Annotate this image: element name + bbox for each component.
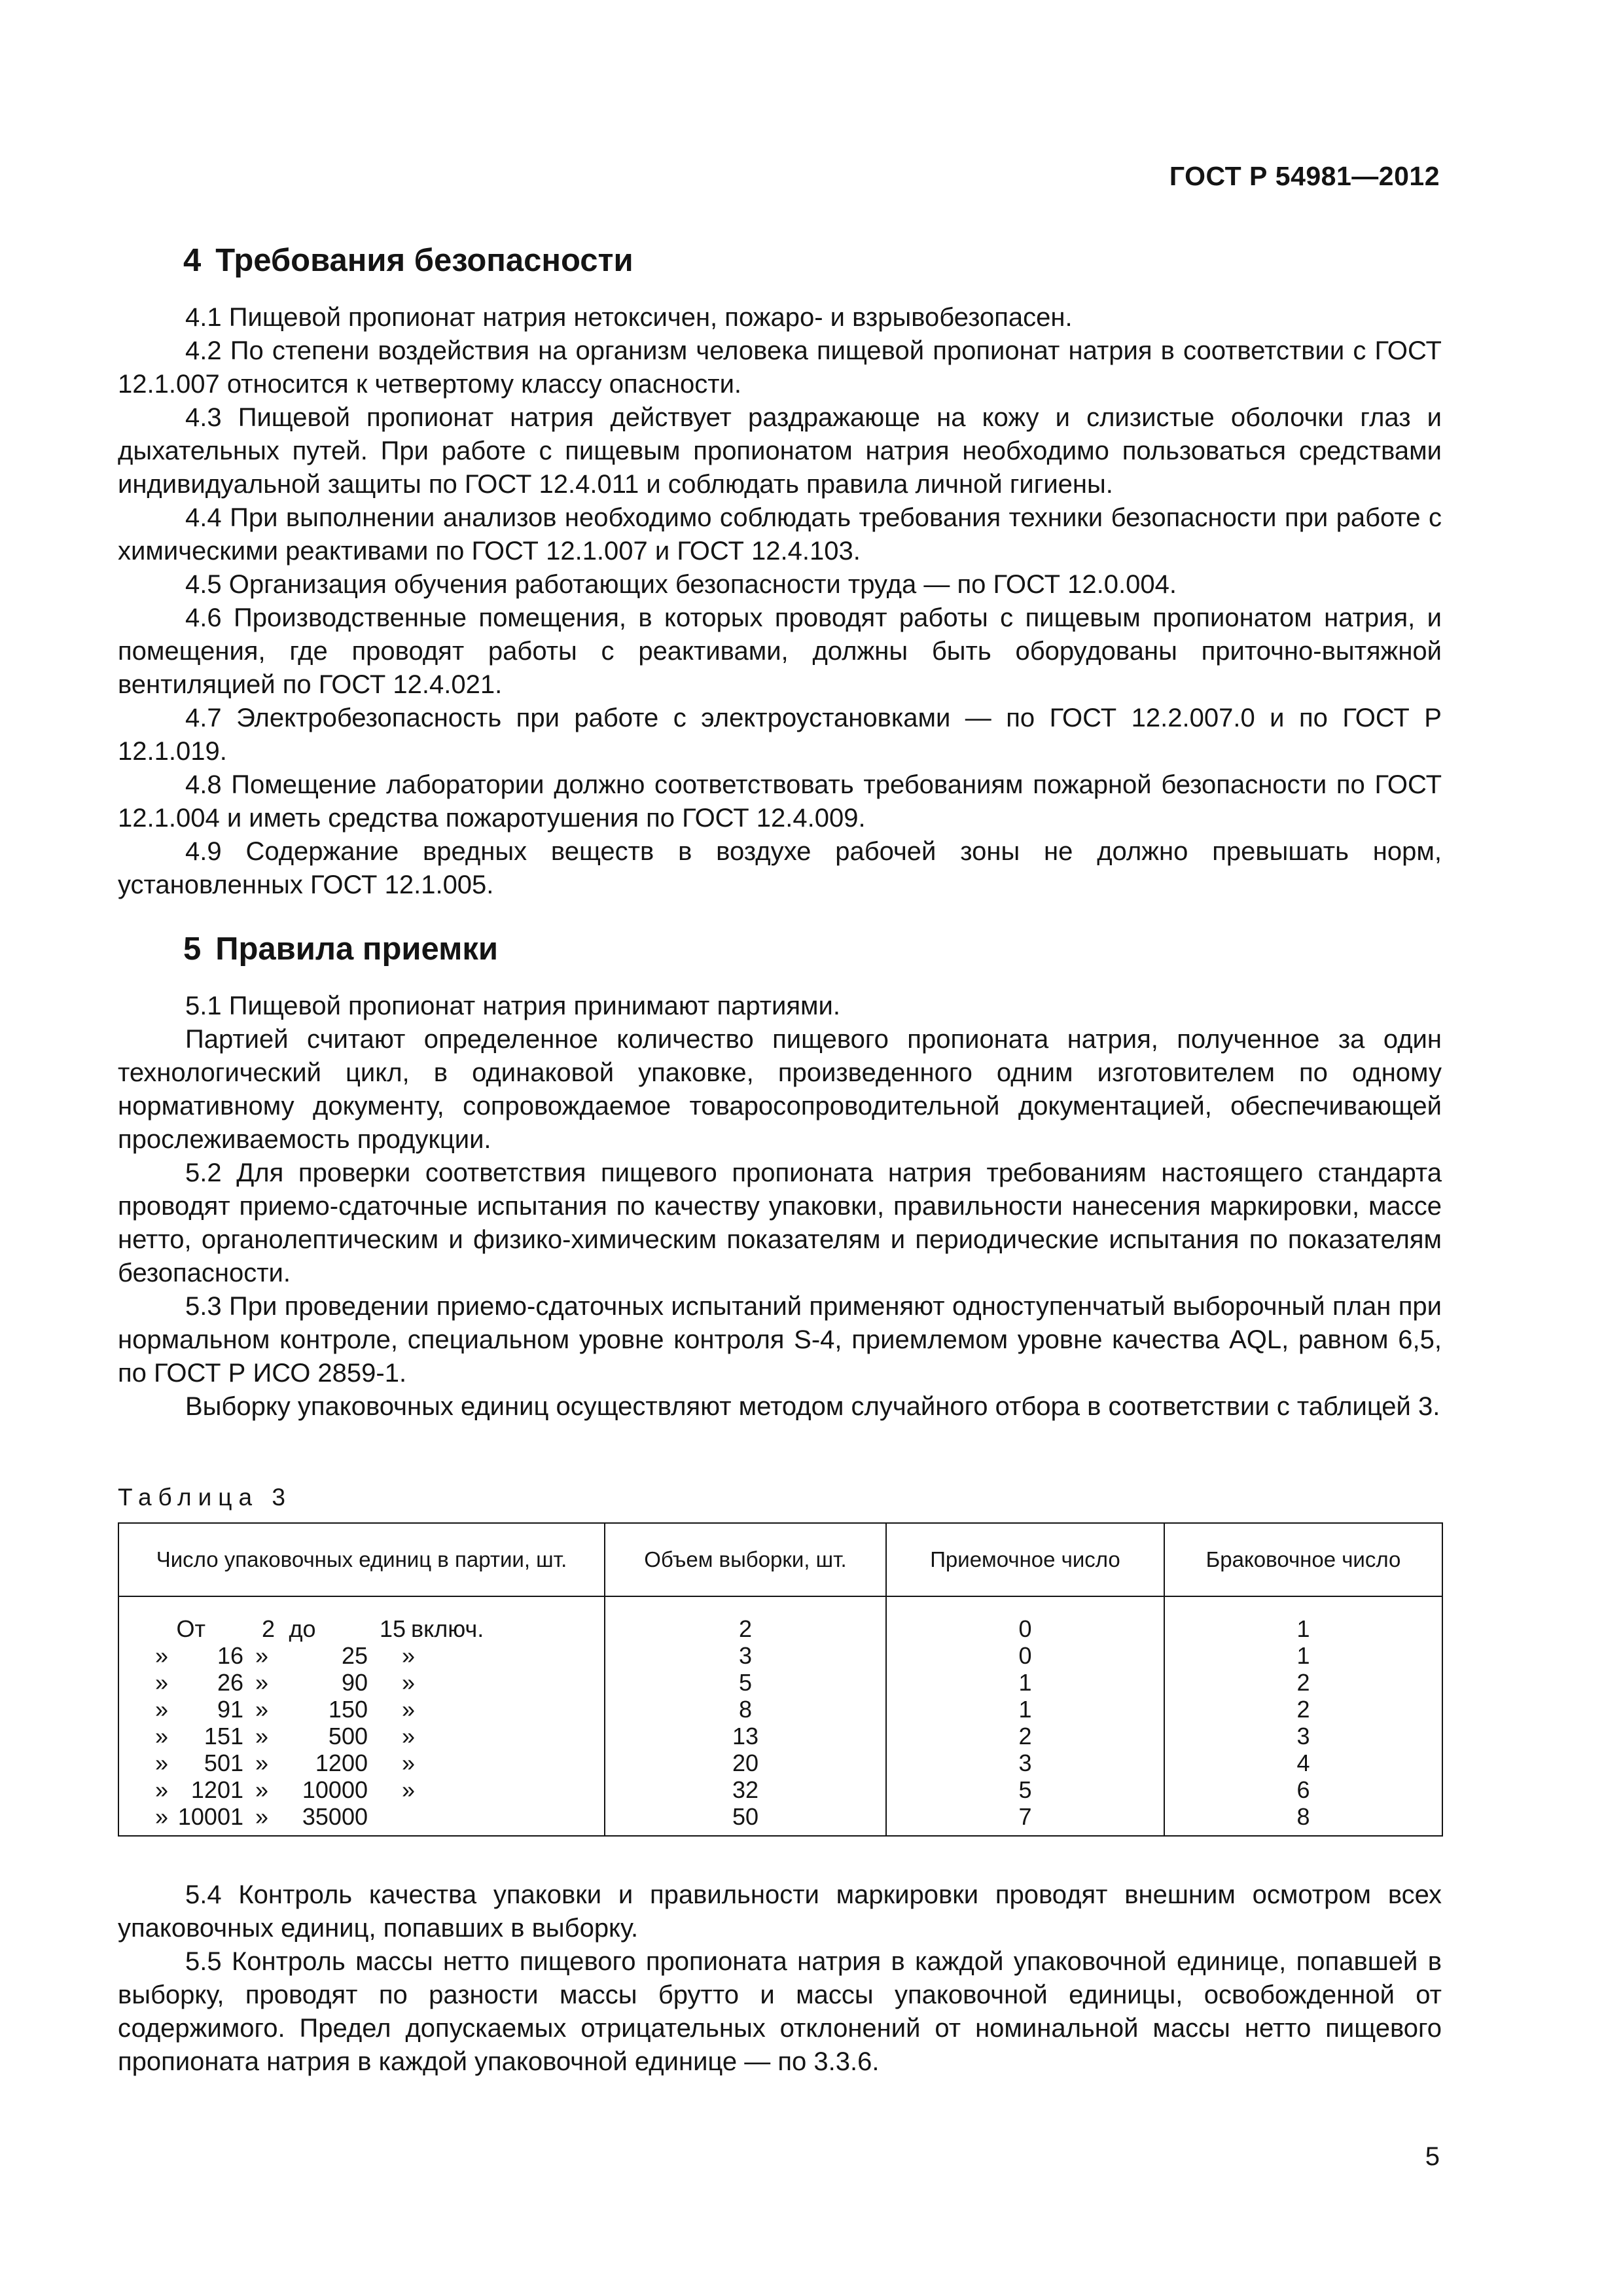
paragraph-4-3: 4.3 Пищевой пропионат натрия действует раздражающе на кожу и слизистые оболочки глаз и дыхательных путей. При работе с пищевым пропионатом натрия необходимо пользоваться средствами индивидуальной защиты по ГОСТ 12.4.011 и соблюдать правила личной гигиены.	[118, 403, 1442, 499]
range-mid: »	[255, 1803, 269, 1830]
range-prefix: От	[176, 1615, 205, 1642]
range-prefix: »	[154, 1749, 168, 1776]
range-from: 26	[217, 1669, 243, 1696]
lot-range	[118, 1642, 605, 1669]
acceptance-number-cell: 7	[886, 1803, 1164, 1836]
range-prefix: »	[154, 1669, 168, 1696]
paragraph-5-5: 5.5 Контроль массы нетто пищевого пропионата натрия в каждой упаковочной единице, попавшей в выборку, проводят по разности массы брутто и массы упаковочной единицы, освобожденной от содержимого. Предел допускаемых отрицательных отклонений от номинальной массы нетто пищевого пропионата натрия в каждой упаковочной единице — по 3.3.6.	[118, 1947, 1442, 2076]
range-to: 25	[341, 1642, 368, 1669]
acceptance-number-cell: 3	[886, 1749, 1164, 1776]
table-row	[118, 1723, 1442, 1749]
paragraph-lot-definition: Партией считают определенное количество пищевого пропионата натрия, полученное за один технологический цикл, в одинаковой упаковке, произведенного одним изготовителем по одному нормативному документу, сопровождаемое товаросопроводительной документацией, обеспечивающей прослеживаемость продукции.	[118, 1025, 1442, 1154]
range-from: 2	[261, 1615, 275, 1642]
lot-range	[118, 1696, 605, 1723]
range-from: 1201	[190, 1776, 243, 1803]
document-id: ГОСТ Р 54981—2012	[1169, 161, 1440, 191]
range-prefix: »	[154, 1776, 168, 1803]
acceptance-number-cell: 0	[886, 1642, 1164, 1669]
range-suffix: »	[402, 1749, 416, 1776]
section-number: 5	[183, 931, 202, 967]
acceptance-number-cell: 1	[886, 1669, 1164, 1696]
range-to: 15	[379, 1615, 406, 1642]
table-row	[118, 1596, 1442, 1642]
table-row	[118, 1669, 1442, 1696]
acceptance-number-cell: 1	[886, 1696, 1164, 1723]
sample-size-cell: 2	[605, 1596, 886, 1642]
acceptance-number-cell: 0	[886, 1596, 1164, 1642]
lot-range	[118, 1776, 605, 1803]
rejection-number-cell: 6	[1164, 1776, 1442, 1803]
acceptance-number-cell: 5	[886, 1776, 1164, 1803]
lot-range	[118, 1749, 605, 1776]
rejection-number-cell: 3	[1164, 1723, 1442, 1749]
range-from: 501	[204, 1749, 243, 1776]
range-mid: »	[255, 1669, 269, 1696]
table-row	[118, 1642, 1442, 1669]
header-lot-size: Число упаковочных единиц в партии, шт.	[118, 1523, 605, 1596]
range-suffix: »	[402, 1642, 416, 1669]
range-mid: »	[255, 1723, 269, 1749]
range-suffix: »	[402, 1723, 416, 1749]
table-row	[118, 1803, 1442, 1836]
rejection-number-cell: 2	[1164, 1669, 1442, 1696]
range-to: 1200	[315, 1749, 368, 1776]
sample-size-cell: 3	[605, 1642, 886, 1669]
paragraph-4-8: 4.8 Помещение лаборатории должно соответствовать требованиям пожарной безопасности по ГОСТ 12.1.004 и иметь средства пожаротушения по ГОСТ 12.4.009.	[118, 770, 1442, 833]
paragraph-4-1: 4.1 Пищевой пропионат натрия нетоксичен, пожаро- и взрывобезопасен.	[185, 303, 1073, 332]
paragraph-5-1: 5.1 Пищевой пропионат натрия принимают партиями.	[185, 992, 840, 1020]
range-prefix: »	[154, 1696, 168, 1723]
lot-range	[118, 1596, 605, 1642]
table-row	[118, 1776, 1442, 1803]
section-4-heading	[183, 242, 633, 279]
range-suffix: включ.	[411, 1615, 484, 1642]
range-prefix: »	[154, 1642, 168, 1669]
section-5-heading	[183, 931, 498, 967]
range-suffix: »	[402, 1669, 416, 1696]
lot-range	[118, 1803, 605, 1836]
range-mid: »	[255, 1776, 269, 1803]
rejection-number-cell: 8	[1164, 1803, 1442, 1836]
sample-size-cell: 13	[605, 1723, 886, 1749]
range-suffix: »	[402, 1776, 416, 1803]
sample-size-cell: 32	[605, 1776, 886, 1803]
sample-size-cell: 8	[605, 1696, 886, 1723]
paragraph-4-4: 4.4 При выполнении анализов необходимо соблюдать требования техники безопасности при работе с химическими реактивами по ГОСТ 12.1.007 и ГОСТ 12.4.103.	[118, 503, 1442, 565]
range-mid: до	[289, 1615, 316, 1642]
paragraph-4-7: 4.7 Электробезопасность при работе с электроустановками — по ГОСТ 12.2.007.0 и по ГОСТ Р 12.1.019.	[118, 704, 1442, 766]
range-to: 90	[341, 1669, 368, 1696]
lot-range	[118, 1723, 605, 1749]
range-to: 10000	[302, 1776, 368, 1803]
section-4-body	[118, 301, 1442, 902]
range-prefix: »	[154, 1723, 168, 1749]
table-row	[118, 1749, 1442, 1776]
acceptance-number-cell: 2	[886, 1723, 1164, 1749]
lot-range	[118, 1669, 605, 1696]
range-suffix: »	[402, 1696, 416, 1723]
sample-size-cell: 20	[605, 1749, 886, 1776]
range-to: 35000	[302, 1803, 368, 1830]
range-to: 150	[328, 1696, 368, 1723]
paragraph-5-3: 5.3 При проведении приемо-сдаточных испытаний применяют одноступенчатый выборочный план при нормальном контроле, специальном уровне контроля S-4, приемлемом уровне качества AQL, равном 6,5, по ГОСТ Р ИСО 2859-1.	[118, 1292, 1442, 1388]
range-mid: »	[255, 1749, 269, 1776]
rejection-number-cell: 1	[1164, 1596, 1442, 1642]
table-caption: Таблица 3	[118, 1484, 292, 1511]
range-to: 500	[328, 1723, 368, 1749]
sample-size-cell: 50	[605, 1803, 886, 1836]
paragraph-4-6: 4.6 Производственные помещения, в которых проводят работы с пищевым пропионатом натрия, и помещения, где проводят работы с реактивами, должны быть оборудованы приточно-вытяжной вентиляцией по ГОСТ 12.4.021.	[118, 603, 1442, 699]
section-5-body-bottom	[118, 1878, 1442, 2079]
header-acceptance-number: Приемочное число	[886, 1523, 1164, 1596]
sampling-table	[118, 1522, 1443, 1837]
sample-size-cell: 5	[605, 1669, 886, 1696]
paragraph-5-4: 5.4 Контроль качества упаковки и правильности маркировки проводят внешним осмотром всех упаковочных единиц, попавших в выборку.	[118, 1880, 1442, 1943]
range-from: 10001	[177, 1803, 243, 1830]
range-prefix: »	[154, 1803, 168, 1830]
rejection-number-cell: 4	[1164, 1749, 1442, 1776]
paragraph-4-2: 4.2 По степени воздействия на организм человека пищевой пропионат натрия в соответствии с ГОСТ 12.1.007 относится к четвертому классу опасности.	[118, 336, 1442, 399]
range-mid: »	[255, 1696, 269, 1723]
paragraph-4-9: 4.9 Содержание вредных веществ в воздухе рабочей зоны не должно превышать норм, установленных ГОСТ 12.1.005.	[118, 837, 1442, 899]
range-from: 91	[217, 1696, 243, 1723]
table-header-row	[118, 1523, 1442, 1596]
section-title: Требования безопасности	[215, 243, 633, 278]
section-title: Правила приемки	[215, 931, 499, 967]
section-number: 4	[183, 243, 202, 278]
page-number: 5	[1425, 2142, 1440, 2171]
range-from: 151	[204, 1723, 243, 1749]
paragraph-4-5: 4.5 Организация обучения работающих безопасности труда — по ГОСТ 12.0.004.	[185, 570, 1177, 599]
range-from: 16	[217, 1642, 243, 1669]
rejection-number-cell: 2	[1164, 1696, 1442, 1723]
paragraph-sampling: Выборку упаковочных единиц осуществляют методом случайного отбора в соответствии с таблицей 3.	[185, 1392, 1440, 1421]
section-5-body-top	[118, 990, 1442, 1424]
header-sample-size: Объем выборки, шт.	[605, 1523, 886, 1596]
table-row	[118, 1696, 1442, 1723]
header-rejection-number: Браковочное число	[1164, 1523, 1442, 1596]
paragraph-5-2: 5.2 Для проверки соответствия пищевого пропионата натрия требованиям настоящего стандарта проводят приемо-сдаточные испытания по качеству упаковки, правильности нанесения маркировки, массе нетто, органолептическим и физико-химическим показателям и периодические испытания по показателям безопасности.	[118, 1158, 1442, 1287]
range-mid: »	[255, 1642, 269, 1669]
rejection-number-cell: 1	[1164, 1642, 1442, 1669]
